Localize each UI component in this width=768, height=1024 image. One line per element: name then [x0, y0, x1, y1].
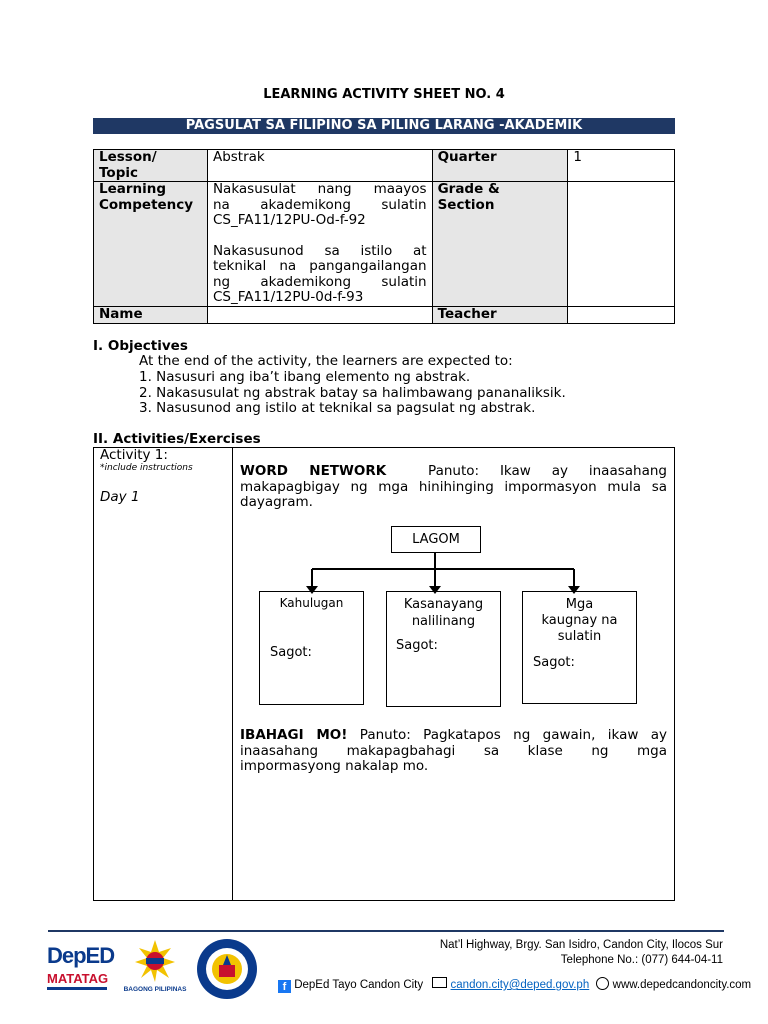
- lesson-topic-value: Abstrak: [207, 150, 432, 182]
- objectives-intro: At the end of the activity, the learners are expected to:: [139, 353, 513, 369]
- deped-logo: DepED MATATAG: [47, 943, 117, 990]
- activity-label: Activity 1:: [100, 447, 168, 463]
- grade-section-value: [568, 182, 675, 307]
- share-title: IBAHAGI MO!: [240, 727, 348, 743]
- facebook-icon: f: [278, 980, 291, 993]
- website-link[interactable]: www.depedcandoncity.com: [612, 979, 752, 991]
- info-table: [93, 149, 675, 324]
- sheet-title: LEARNING ACTIVITY SHEET NO. 4: [263, 87, 505, 102]
- learning-competency-value: [207, 182, 432, 307]
- objectives-heading: I. Objectives: [93, 338, 188, 354]
- diagram-connectors: [300, 553, 590, 595]
- answer-label: Sagot:: [533, 655, 575, 670]
- grade-section-label: Grade & Section: [432, 182, 568, 307]
- word-network-title: WORD NETWORK: [240, 463, 387, 479]
- lesson-topic-label: Lesson/ Topic: [94, 150, 208, 182]
- activity-column-divider: [232, 447, 233, 900]
- deped-seal-icon: [196, 938, 258, 1000]
- telephone: Telephone No.: (077) 644-04-11: [560, 954, 723, 966]
- answer-label: Sagot:: [270, 645, 312, 660]
- quarter-value: 1: [568, 150, 675, 182]
- diagram-box-kaugnay-na-sulatin: Mga kaugnay na sulatin Sagot:: [522, 591, 637, 704]
- subject-banner: PAGSULAT SA FILIPINO SA PILING LARANG -AKADEMIK: [93, 118, 675, 134]
- activities-heading: II. Activities/Exercises: [93, 431, 261, 447]
- diagram-box-kahulugan: Kahulugan Sagot:: [259, 591, 364, 705]
- mail-icon: [432, 977, 447, 988]
- teacher-label: Teacher: [432, 307, 568, 324]
- bagong-pilipinas-logo: BAGONG PILIPINAS: [122, 938, 188, 993]
- objective-item: 3. Nasusunod ang istilo at teknikal sa pagsulat ng abstrak.: [139, 400, 536, 416]
- name-label: Name: [94, 307, 208, 324]
- answer-label: Sagot:: [396, 638, 438, 653]
- email-link[interactable]: candon.city@deped.gov.ph: [450, 979, 590, 991]
- competency-1: Nakasusulat nang maayos na akademikong sulatin CS_FA11/12PU-Od-f-92: [212, 181, 427, 228]
- diagram-root-box: LAGOM: [391, 526, 481, 553]
- name-value: [207, 307, 432, 324]
- sun-emblem-icon: [133, 938, 177, 982]
- word-network-instructions: WORD NETWORK Panuto: Ikaw ay inaasahang makapagbigay ng mga hinihinging impormasyon mula sa dayagram.: [240, 463, 667, 510]
- facebook-link[interactable]: DepEd Tayo Candon City: [294, 979, 424, 991]
- objective-item: 2. Nakasusulat ng abstrak batay sa halimbawang pananaliksik.: [139, 385, 566, 401]
- learning-competency-label: Learning Competency: [94, 182, 208, 307]
- share-instructions: IBAHAGI MO! Panuto: Pagkatapos ng gawain, ikaw ay inaasahang makapagbahagi sa klase ng mga impormasyong nakalap mo.: [240, 727, 667, 774]
- quarter-label: Quarter: [432, 150, 568, 182]
- contact-line: [278, 977, 751, 993]
- footer-divider: [48, 930, 724, 932]
- day-label: Day 1: [100, 489, 140, 505]
- teacher-value: [568, 307, 675, 324]
- instructions-note: *include instructions: [100, 463, 193, 473]
- globe-icon: [596, 977, 609, 990]
- objective-item: 1. Nasusuri ang iba’t ibang elemento ng abstrak.: [139, 369, 471, 385]
- address: Nat’l Highway, Brgy. San Isidro, Candon City, Ilocos Sur: [439, 939, 723, 951]
- competency-2: Nakasusunod sa istilo at teknikal na pangangailangan ng akademikong sulatin CS_FA11/12PU-0d-f-93: [212, 242, 427, 305]
- diagram-box-kasanayang-nalilinang: Kasanayang nalilinang Sagot:: [386, 591, 501, 707]
